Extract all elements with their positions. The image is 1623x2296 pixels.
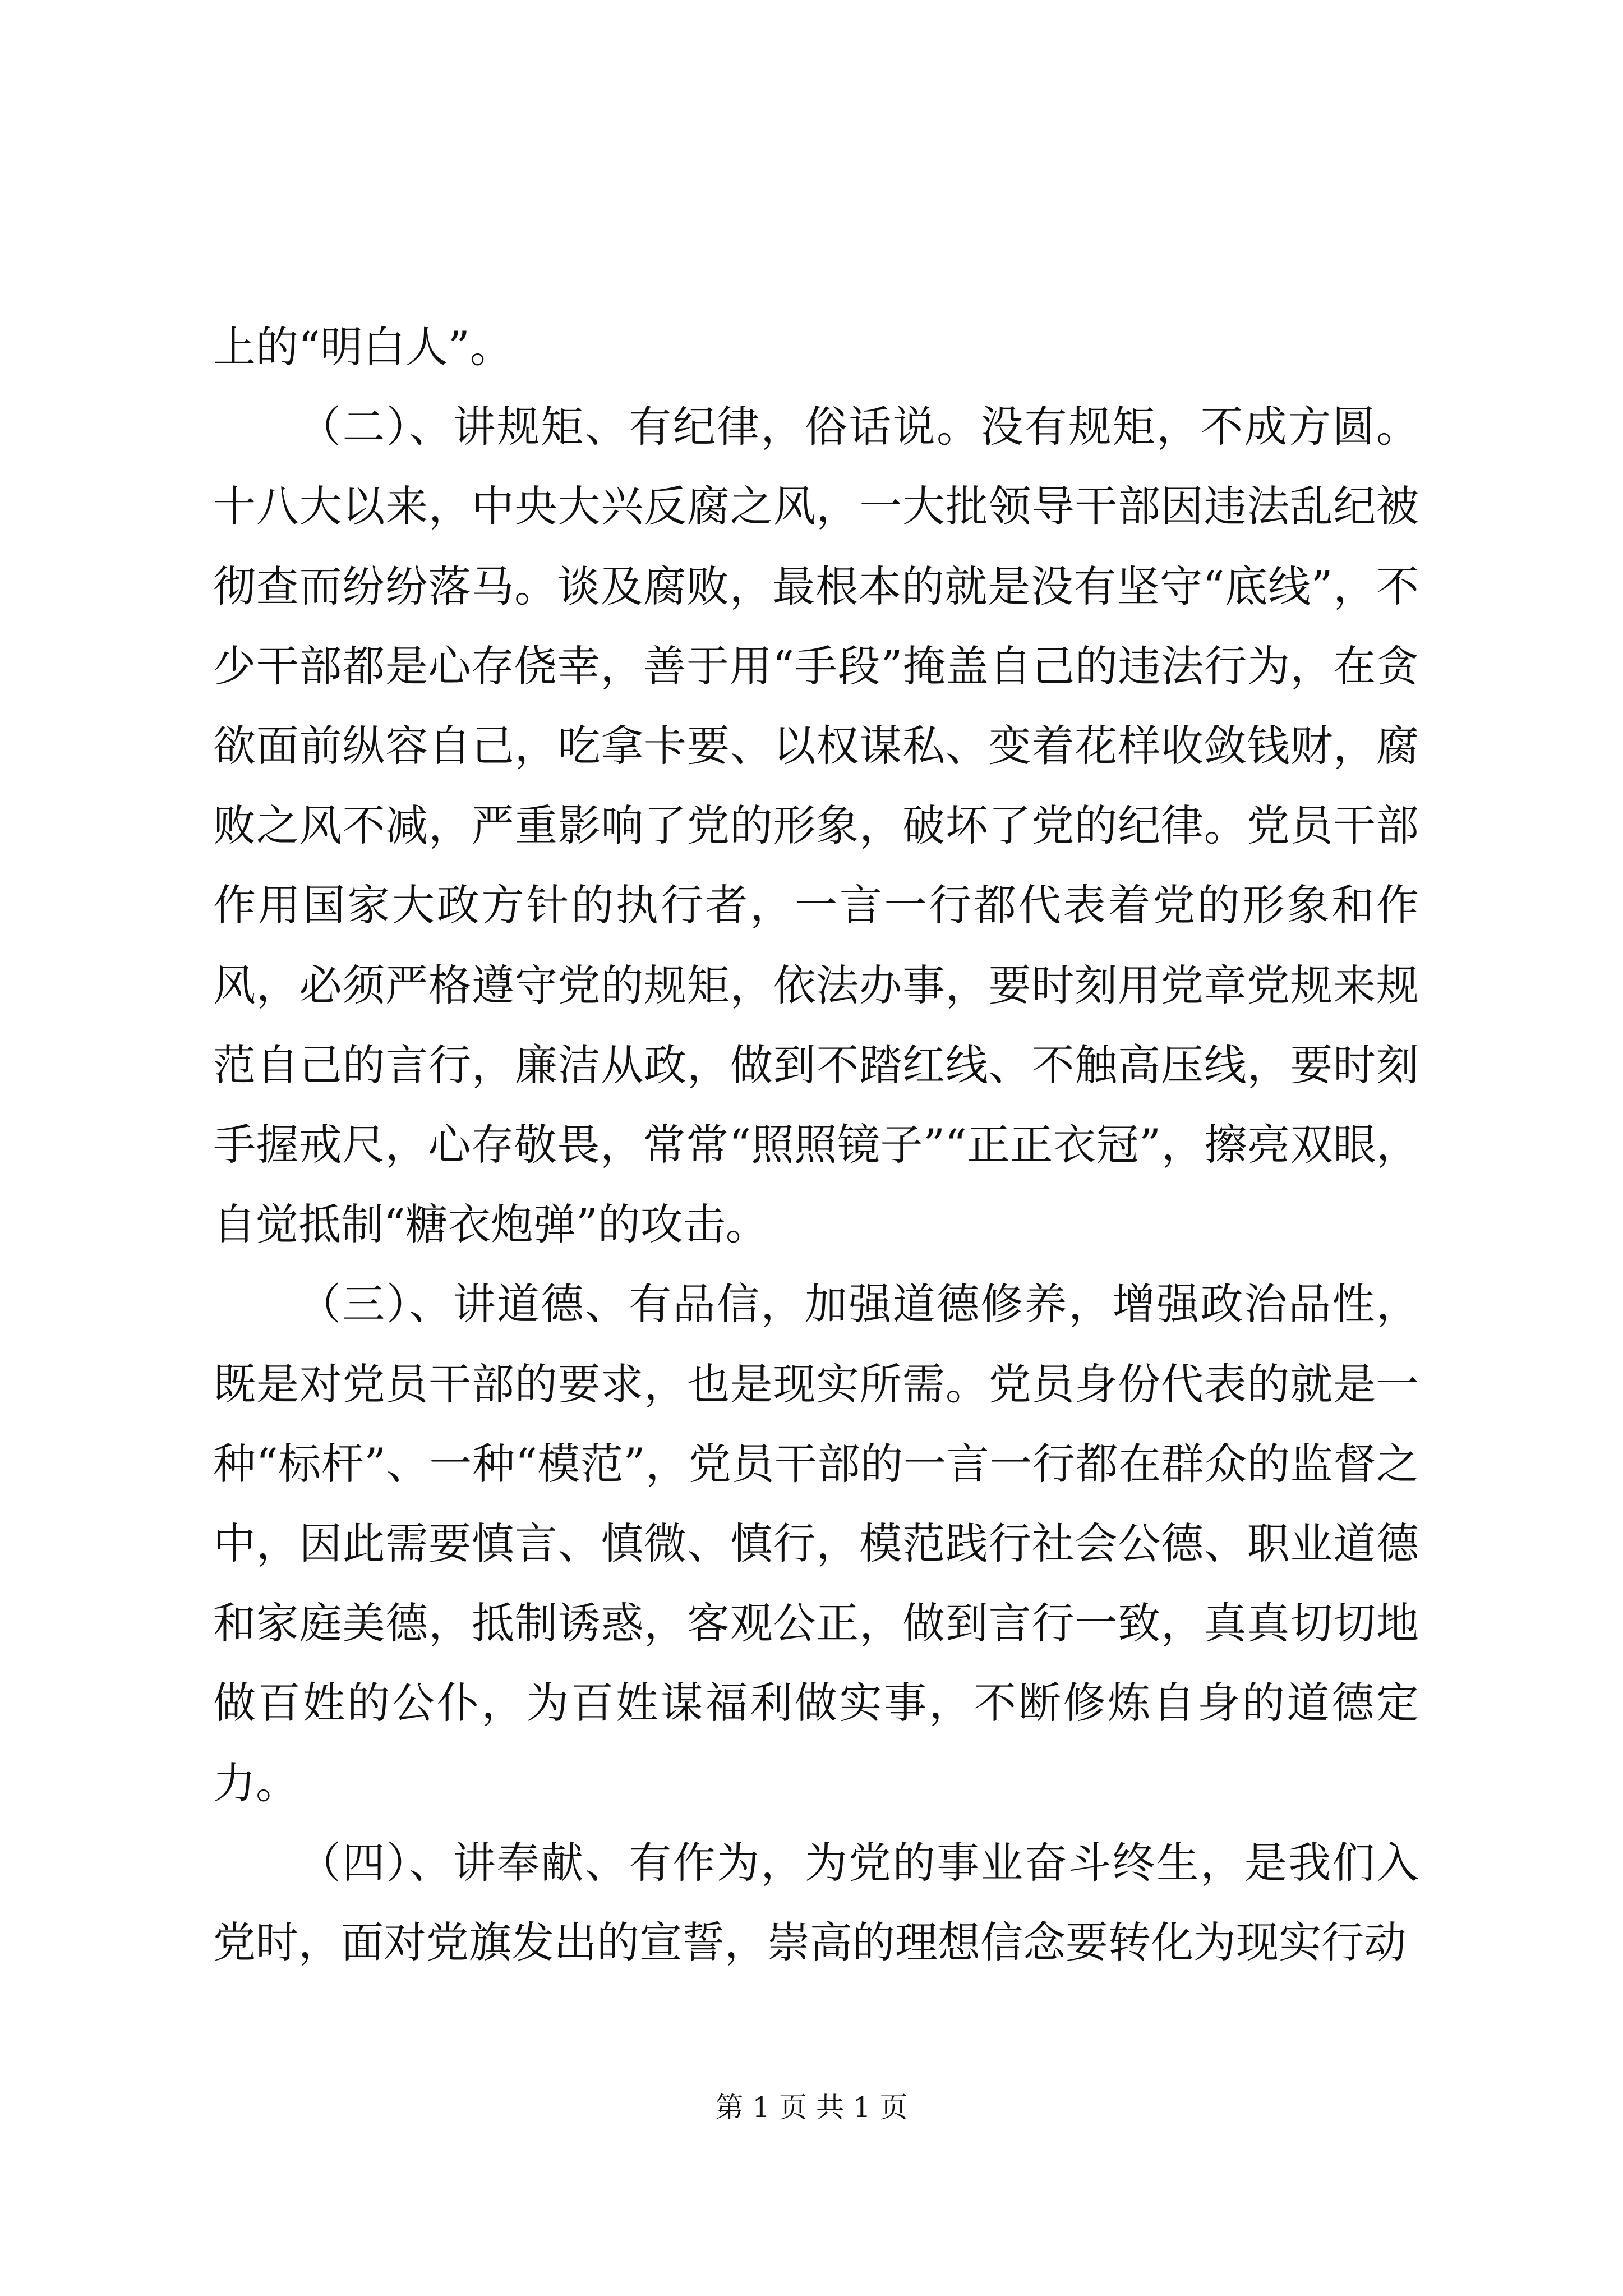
page-footer: 第 1 页 共 1 页: [715, 2091, 908, 2124]
paragraph-dedication-action: （四）、讲奉献、有作为，为党的事业奋斗终生，是我们入党时，面对党旗发出的宣誓，崇高的理想信念要转化为现实行动: [213, 1837, 1419, 1968]
paragraph-continuation: 上的“明白人”。: [213, 322, 513, 372]
document-body: [213, 307, 1419, 1982]
paragraph-morality-integrity: （三）、讲道德、有品信，加强道德修养，增强政治品性，既是对党员干部的要求，也是现实所需。党员身份代表的就是一种“标杆”、一种“模范”，党员干部的一言一行都在群众的监督之中，因此需要慎言、慎微、慎行，模范践行社会公德、职业道德和家庭美德，抵制诱惑，客观公正，做到言行一致，真真切切地做百姓的公仆，为百姓谋福利做实事，不断修炼自身的道德定力。: [213, 1279, 1419, 1808]
paragraph-rules-discipline: （二）、讲规矩、有纪律，俗话说。没有规矩，不成方圆。十八大以来，中央大兴反腐之风，一大批领导干部因违法乱纪被彻查而纷纷落马。谈及腐败，最根本的就是没有坚守“底线”，不少干部都是心存侥幸，善于用“手段”掩盖自己的违法行为，在贪欲面前纵容自己，吃拿卡要、以权谋私、变着花样收敛钱财，腐败之风不减，严重影响了党的形象，破坏了党的纪律。党员干部作用国家大政方针的执行者，一言一行都代表着党的形象和作风，必须严格遵守党的规矩，依法办事，要时刻用党章党规来规范自己的言行，廉洁从政，做到不踏红线、不触高压线，要时刻手握戒尺，心存敬畏，常常“照照镜子”“正正衣冠”，擦亮双眼，自觉抵制“糖衣炮弹”的攻击。: [213, 402, 1419, 1250]
